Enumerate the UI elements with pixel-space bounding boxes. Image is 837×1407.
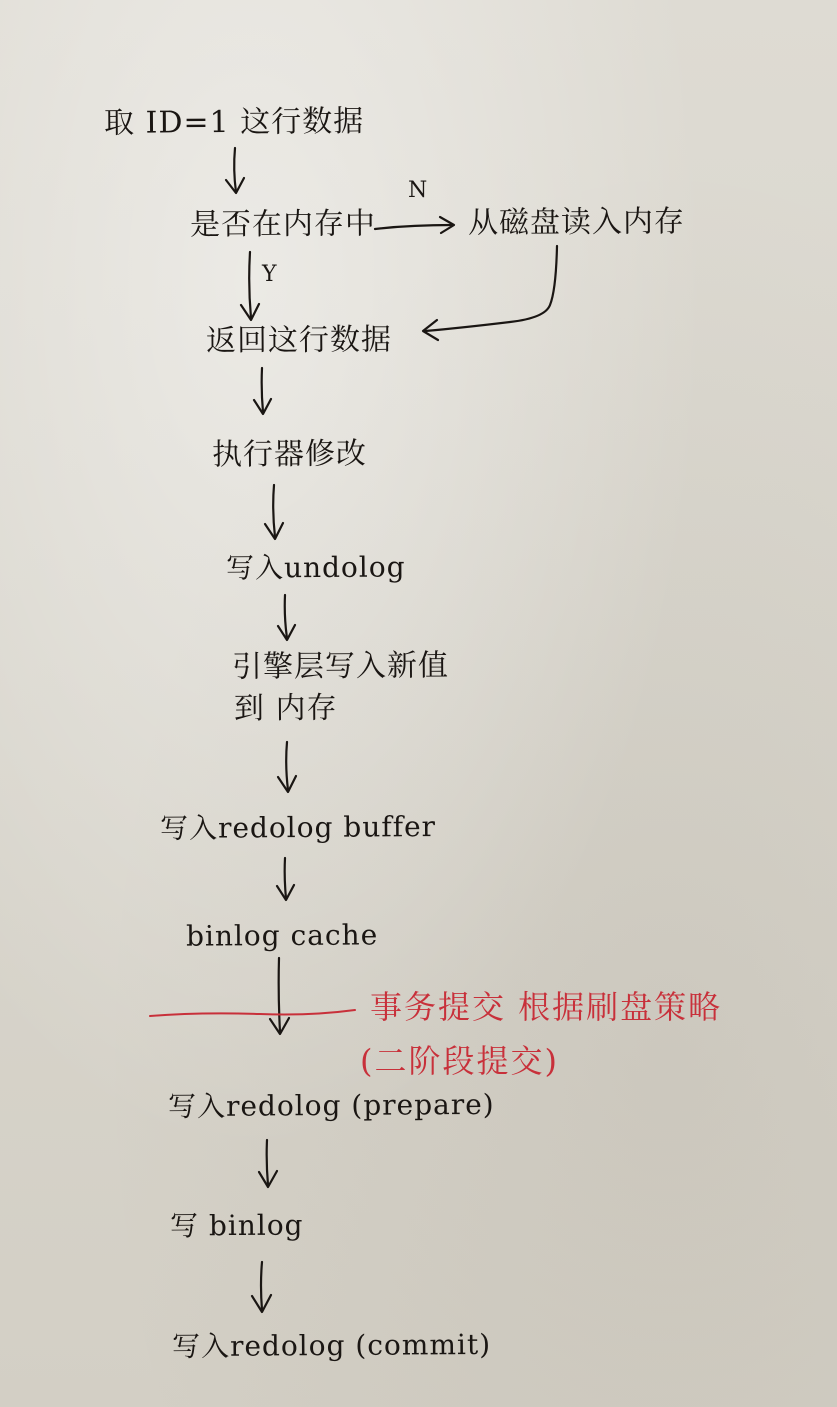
arrow-no-to-disk [375, 217, 454, 233]
edge-label-yes: Y [262, 262, 277, 287]
node-write-undolog: 写入undolog [225, 550, 406, 585]
node-return-row: 返回这行数据 [205, 322, 393, 359]
arrow-prepare-to-binlog [259, 1140, 277, 1187]
node-write-redolog-commit: 写入redolog (commit) [171, 1327, 492, 1364]
node-engine-write-line1: 引擎层写入新值 [231, 648, 450, 685]
arrow-fetch-to-check [226, 148, 244, 193]
node-engine-write-line2: 到 内存 [233, 690, 338, 727]
edge-label-no: N [408, 178, 428, 203]
arrow-disk-to-return [423, 246, 557, 340]
node-fetch-row: 取 ID=1 这行数据 [103, 104, 365, 141]
node-check-in-memory: 是否在内存中 [189, 206, 377, 243]
node-binlog-cache: binlog cache [185, 918, 379, 953]
arrow-cache-to-prepare [270, 958, 289, 1034]
node-write-redolog-buffer: 写入redolog buffer [159, 810, 437, 845]
commit-divider-line [150, 1010, 355, 1016]
arrow-undolog-to-engine [278, 595, 295, 640]
arrow-executor-to-undolog [265, 485, 283, 539]
annotation-two-phase-commit: (二阶段提交) [360, 1042, 559, 1080]
node-executor-modify: 执行器修改 [211, 436, 368, 473]
node-read-from-disk: 从磁盘读入内存 [467, 204, 686, 241]
node-write-binlog: 写 binlog [169, 1208, 304, 1243]
arrow-binlog-to-commit [252, 1262, 271, 1312]
annotation-commit-flush-policy: 事务提交 根据刷盘策略 [370, 988, 723, 1026]
arrow-yes-to-return [241, 252, 259, 320]
arrow-engine-to-buffer [278, 742, 296, 792]
arrow-return-to-executor [254, 368, 271, 414]
arrow-buffer-to-cache [277, 858, 294, 900]
node-write-redolog-prepare: 写入redolog (prepare) [167, 1087, 495, 1124]
